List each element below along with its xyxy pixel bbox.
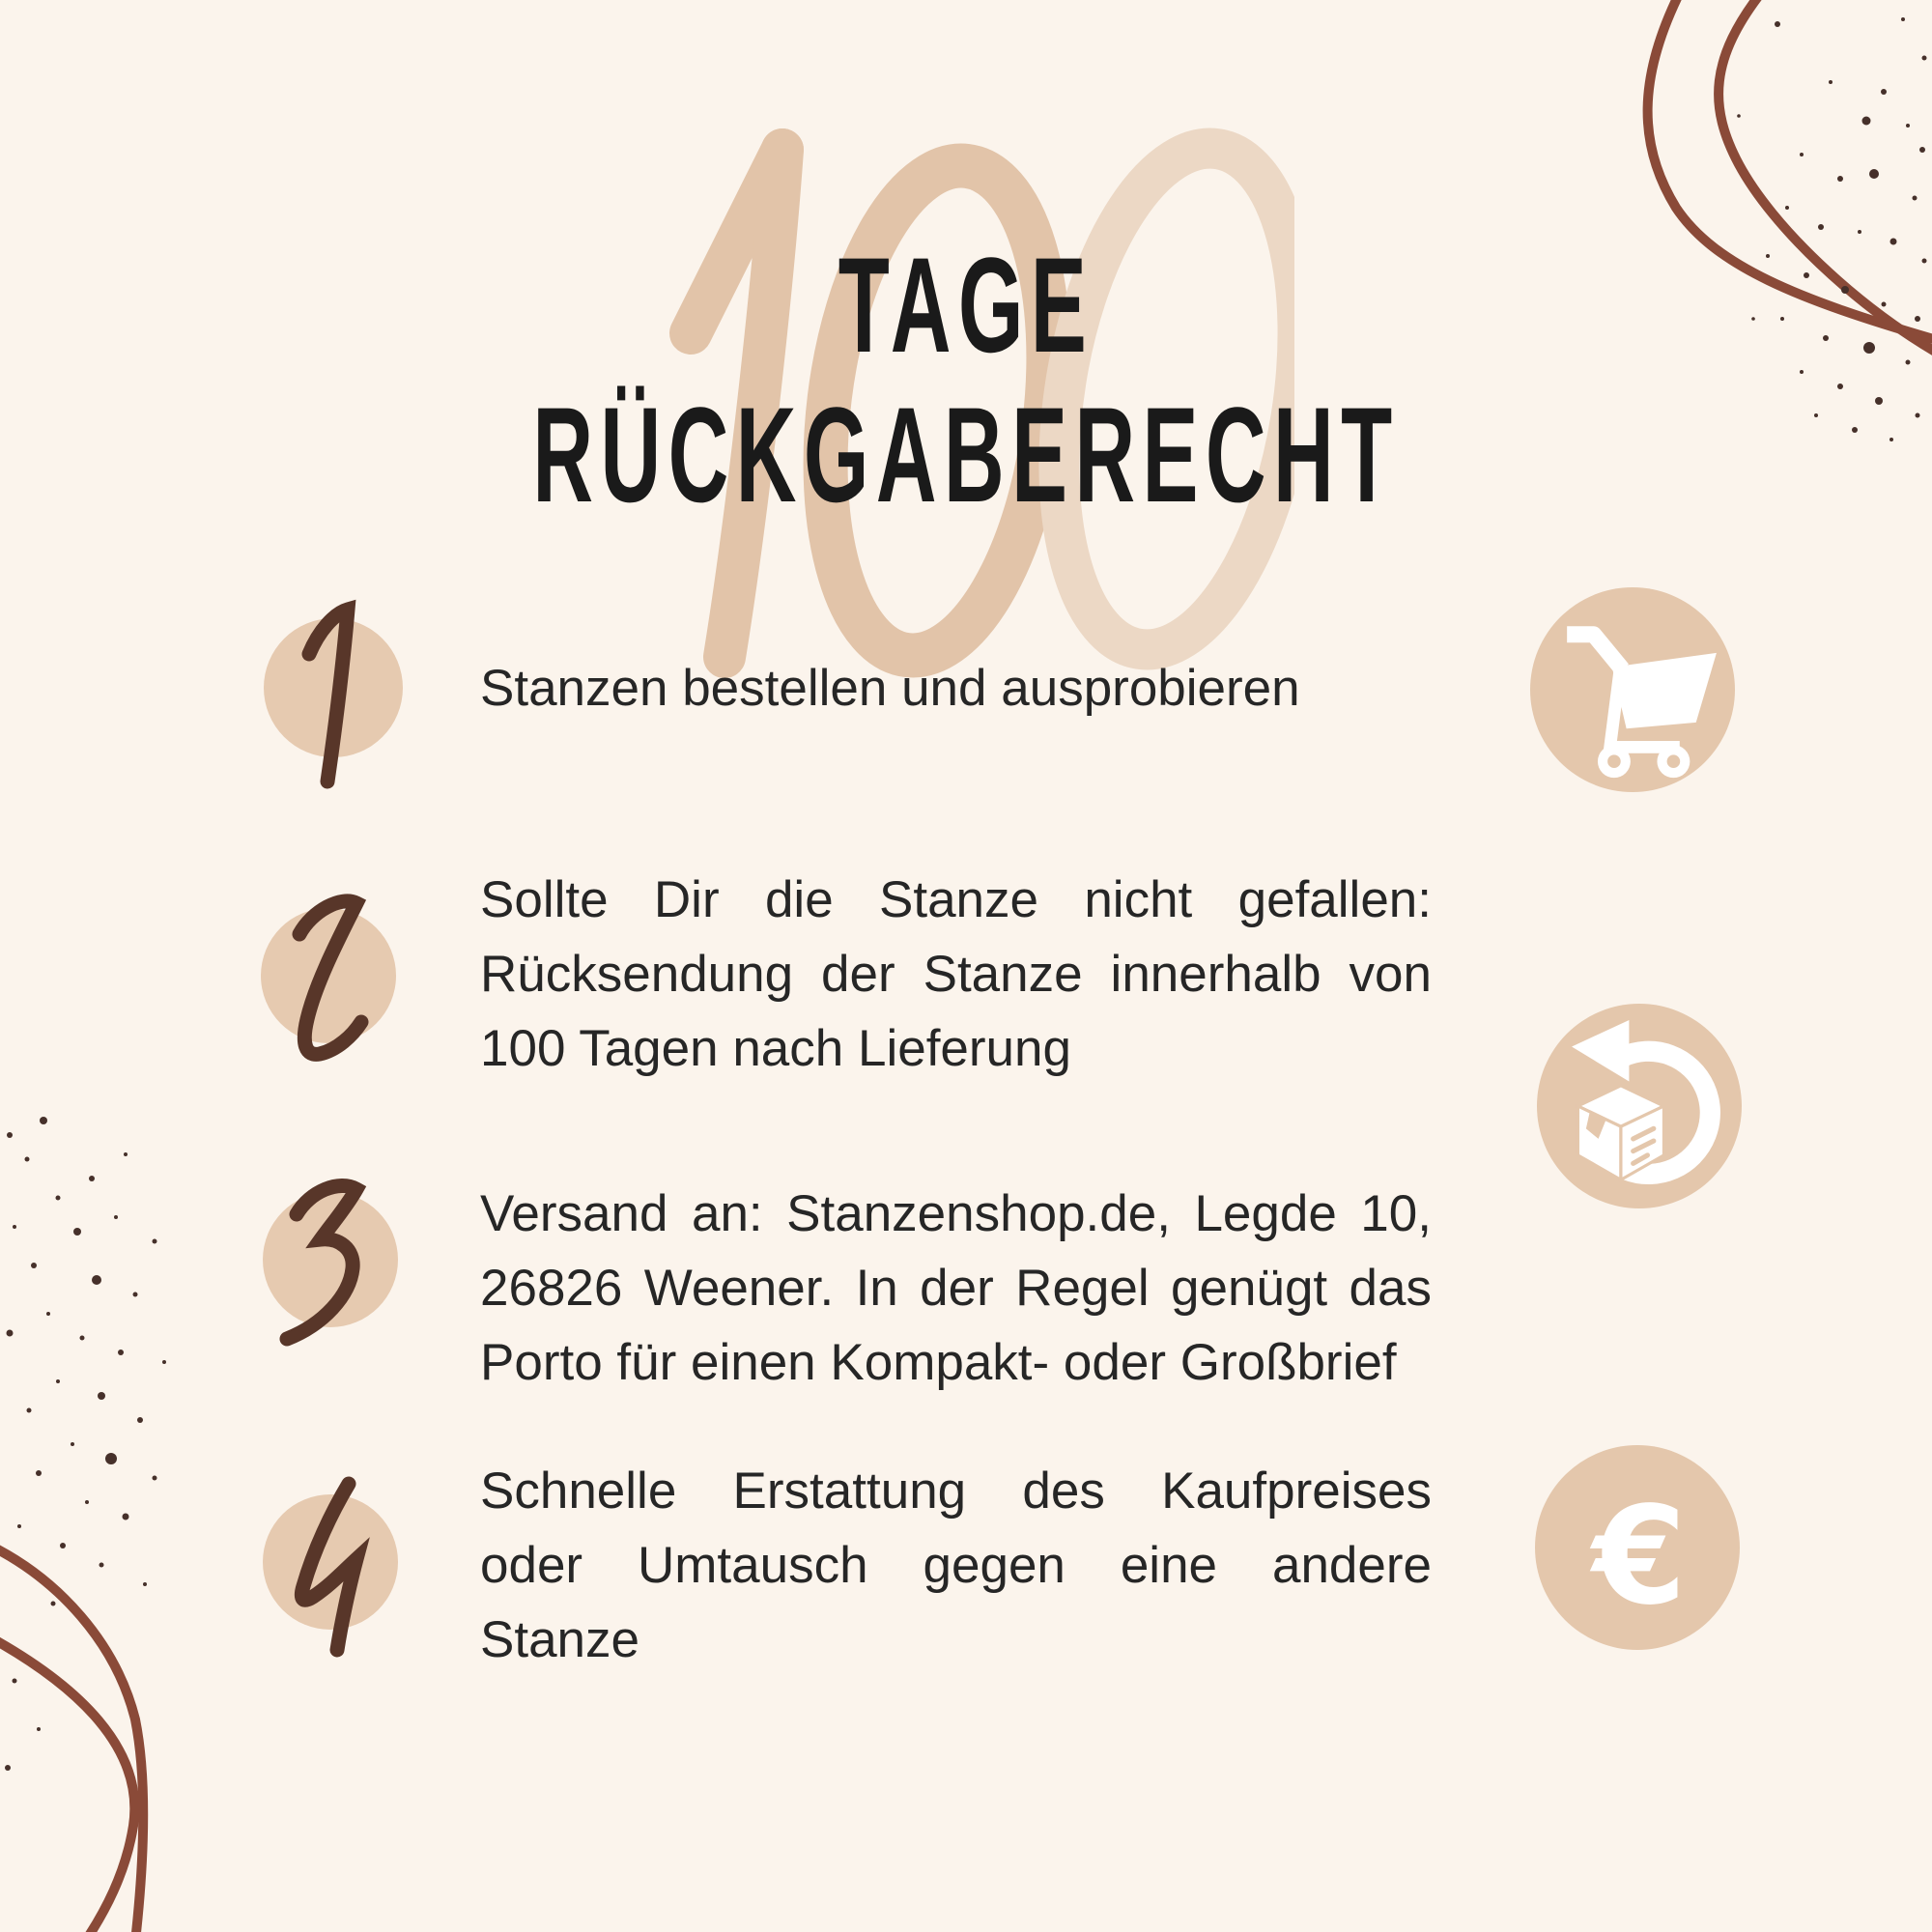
step-line: oder Umtausch gegen eine andere: [480, 1537, 1432, 1594]
swirl-top-right-decoration: [1584, 0, 1932, 676]
euro-glyph: €: [1592, 1476, 1687, 1634]
step-4-number-badge: [248, 1451, 412, 1673]
step-line: Stanzen bestellen und ausprobieren: [480, 660, 1300, 717]
page-title: [367, 230, 1565, 529]
euro-icon: [1535, 1445, 1740, 1650]
swirl-lines: [0, 1546, 143, 1932]
package-return-icon: [1537, 1004, 1742, 1208]
swirl-lines: [1648, 0, 1932, 353]
speckles-top-right: [1737, 17, 1926, 441]
step-line: Versand an: Stanzenshop.de, Legde 10,: [480, 1185, 1432, 1242]
title-line-rueckgaberecht: RÜCKGABERECHT: [532, 379, 1400, 530]
step-line: Sollte Dir die Stanze nicht gefallen:: [480, 871, 1432, 928]
step-3-number-badge: [248, 1149, 412, 1371]
step-4-text: [480, 1454, 1432, 1677]
step-line: Porto für einen Kompakt- oder Großbrief: [480, 1334, 1397, 1391]
step-line: Stanze: [480, 1611, 640, 1668]
step-1-number-badge: [251, 577, 415, 799]
step-line: 26826 Weener. In der Regel genügt das: [480, 1260, 1432, 1317]
title-line-tage: TAGE: [838, 229, 1094, 381]
step-line: 100 Tagen nach Lieferung: [480, 1020, 1071, 1077]
step-1-text: [480, 651, 1432, 725]
step-2-number-badge: [246, 865, 411, 1087]
step-line: Rücksendung der Stanze innerhalb von: [480, 946, 1432, 1003]
shopping-cart-icon: [1530, 587, 1735, 792]
step-2-text: [480, 863, 1432, 1086]
step-line: Schnelle Erstattung des Kaufpreises: [480, 1463, 1432, 1520]
step-3-text: [480, 1177, 1432, 1400]
speckles-bottom-left: [5, 1117, 166, 1771]
